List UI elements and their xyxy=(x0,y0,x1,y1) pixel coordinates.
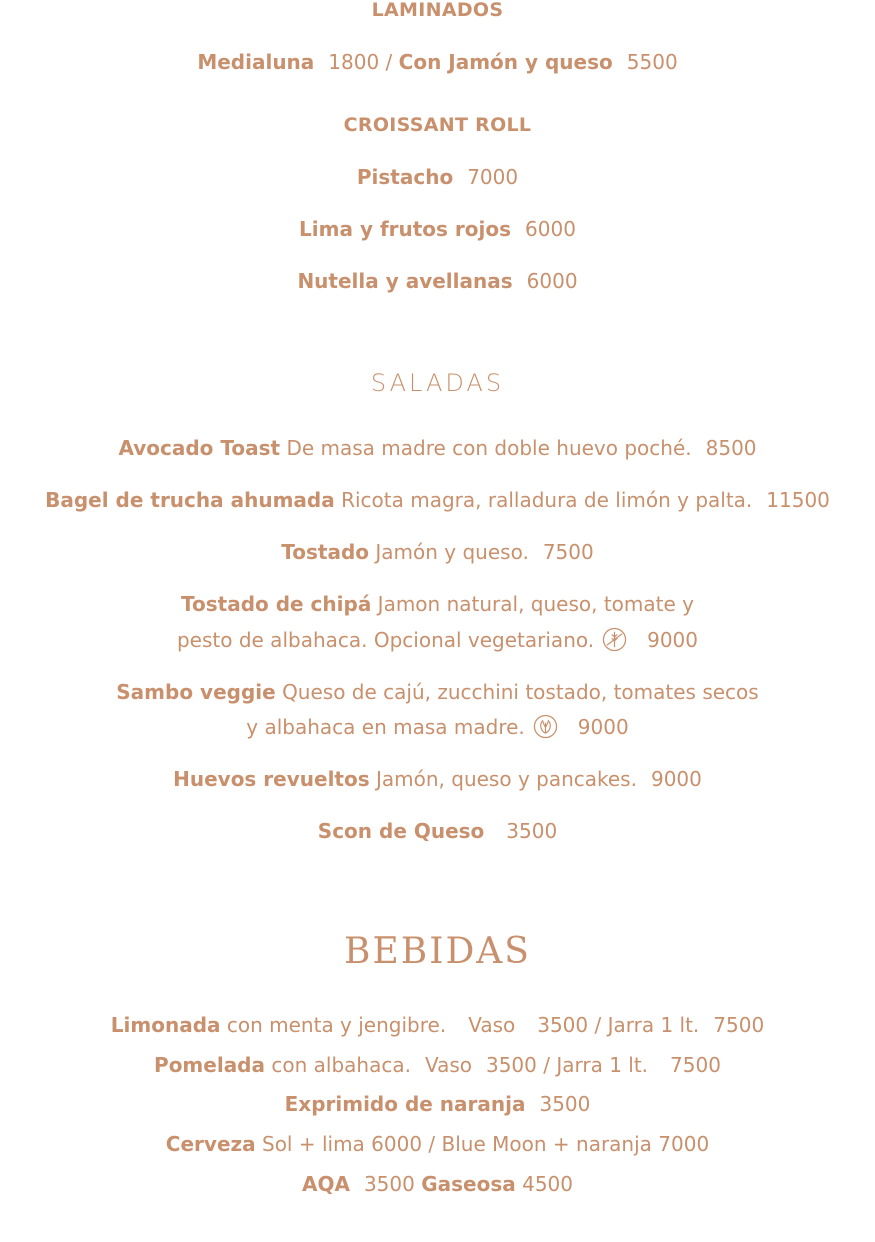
item-description: Ricota magra, ralladura de limón y palta. xyxy=(341,488,753,512)
menu-item-pomelada xyxy=(0,1052,875,1078)
menu-item-huevos-revueltos xyxy=(0,766,875,792)
item-price: 7500 xyxy=(542,540,594,564)
section-title-saladas: SALADAS xyxy=(370,369,505,397)
item-name: Medialuna xyxy=(197,50,315,74)
item-price: 11500 xyxy=(766,488,830,512)
item-price: 4500 xyxy=(522,1172,574,1196)
menu-item-tostado-chipa xyxy=(0,591,875,617)
item-price: 9000 xyxy=(650,767,702,791)
item-price: 9000 xyxy=(577,715,629,739)
item-price: 7500 xyxy=(670,1053,721,1077)
item-description: Sol + lima 6000 / Blue Moon + naranja xyxy=(262,1132,652,1156)
item-description: Queso de cajú, zucchini tostado, tomates secos xyxy=(282,680,759,704)
section-title-laminados: LAMINADOS xyxy=(371,0,504,21)
menu-item-sambo-veggie xyxy=(0,679,875,705)
menu-item-lima-frutos-rojos xyxy=(0,216,875,242)
item-name: Tostado xyxy=(281,540,370,564)
item-price: 9000 xyxy=(647,628,699,652)
item-name: Scon de Queso xyxy=(317,819,485,843)
gluten-free-icon xyxy=(602,627,627,652)
menu-item-avocado-toast xyxy=(0,435,875,461)
menu-item-nutella-avellanas xyxy=(0,268,875,294)
item-price: 6000 xyxy=(525,217,576,241)
menu-item-limonada xyxy=(0,1012,875,1038)
item-name: Gaseosa xyxy=(421,1172,516,1196)
item-name: Huevos revueltos xyxy=(173,767,370,791)
menu-item-aqa-gaseosa xyxy=(0,1171,875,1197)
menu-item-tostado-chipa-cont xyxy=(0,627,875,653)
menu-item-pistacho xyxy=(0,164,875,190)
menu-item-medialuna xyxy=(0,49,875,75)
menu-item-sambo-veggie-cont xyxy=(0,714,875,740)
item-size-label: Vaso xyxy=(424,1053,472,1077)
item-name: Bagel de trucha ahumada xyxy=(45,488,335,512)
item-name: Nutella y avellanas xyxy=(297,269,513,293)
item-description: Jamón y queso. xyxy=(375,540,529,564)
item-price: 7000 xyxy=(467,165,519,189)
item-price: 5500 xyxy=(626,50,678,74)
item-name: Pomelada xyxy=(154,1053,265,1077)
section-title-croissant-roll: CROISSANT ROLL xyxy=(343,114,532,136)
item-price: 1800 / xyxy=(328,50,393,74)
item-description: pesto de albahaca. Opcional vegetariano. xyxy=(176,628,595,652)
section-title-bebidas: BEBIDAS xyxy=(344,931,531,972)
item-name: Con Jamón y queso xyxy=(398,50,613,74)
item-description: Jamón, queso y pancakes. xyxy=(375,767,637,791)
item-description: De masa madre con doble huevo poché. xyxy=(286,436,692,460)
item-name: Tostado de chipá xyxy=(181,592,372,616)
menu-item-tostado xyxy=(0,539,875,565)
item-name: Exprimido de naranja xyxy=(284,1092,526,1116)
item-name: Sambo veggie xyxy=(116,680,276,704)
menu-item-cerveza xyxy=(0,1131,875,1157)
item-name: Lima y frutos rojos xyxy=(299,217,512,241)
menu-item-bagel-trucha xyxy=(0,487,875,513)
item-description: con albahaca. xyxy=(271,1053,411,1077)
item-name: AQA xyxy=(301,1172,350,1196)
item-price: 7000 xyxy=(658,1132,710,1156)
item-price: 7500 xyxy=(713,1013,765,1037)
item-name: Cerveza xyxy=(165,1132,256,1156)
item-name: Limonada xyxy=(110,1013,221,1037)
item-price: 3500 / Jarra 1 lt. xyxy=(537,1013,700,1037)
item-name: Avocado Toast xyxy=(118,436,281,460)
item-price: 3500 xyxy=(363,1172,415,1196)
item-price: 3500 xyxy=(539,1092,591,1116)
menu-item-exprimido-naranja xyxy=(0,1091,875,1117)
item-size-label: Vaso xyxy=(468,1013,516,1037)
item-price: 3500 xyxy=(506,819,558,843)
item-price: 8500 xyxy=(705,436,757,460)
item-description: con menta y jengibre. xyxy=(226,1013,447,1037)
item-name: Pistacho xyxy=(356,165,454,189)
item-price: 3500 / Jarra 1 lt. xyxy=(485,1053,649,1077)
item-description: y albahaca en masa madre. xyxy=(246,715,525,739)
menu-item-scon-queso xyxy=(0,818,875,844)
vegan-leaf-icon xyxy=(533,714,558,739)
item-price: 6000 xyxy=(526,269,578,293)
item-description: Jamon natural, queso, tomate y xyxy=(377,592,694,616)
